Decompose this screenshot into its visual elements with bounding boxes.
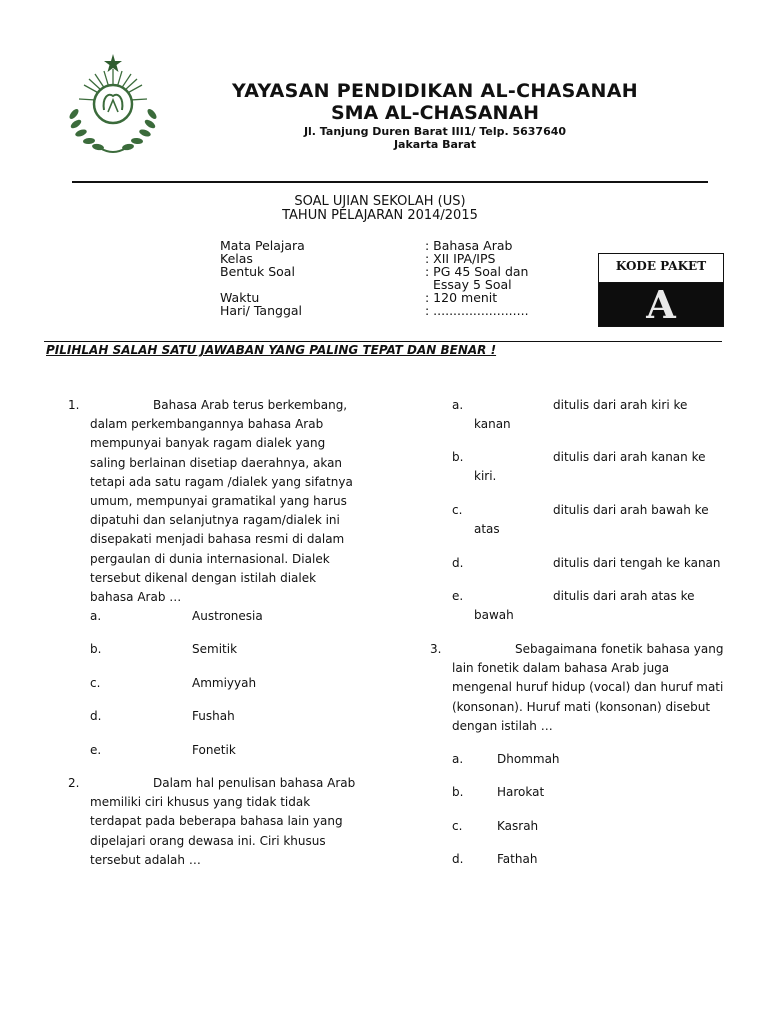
q2-option-c-text[interactable]: ditulis dari arah bawah ke xyxy=(553,503,709,517)
info-value-form: : PG 45 Soal dan xyxy=(425,264,529,279)
package-code-box xyxy=(598,253,724,327)
q1-option-b-text[interactable]: Semitik xyxy=(192,642,238,656)
q1-option-b-letter: b. xyxy=(90,642,102,656)
school-emblem-icon xyxy=(58,52,168,162)
q2-option-a-text-cont[interactable]: kanan xyxy=(474,417,511,431)
info-value-date: : ........................ xyxy=(425,303,529,318)
q3-option-c-letter: c. xyxy=(452,819,463,833)
q3-option-d-letter: d. xyxy=(452,852,464,866)
q2-option-c-text-cont[interactable]: atas xyxy=(474,522,500,536)
info-label-date: Hari/ Tanggal xyxy=(220,303,303,318)
q2-option-b-letter: b. xyxy=(452,450,464,464)
q1-option-c-text[interactable]: Ammiyyah xyxy=(192,676,257,690)
q2-option-c-letter: c. xyxy=(452,503,463,517)
q2-option-b-text-cont[interactable]: kiri. xyxy=(474,469,497,483)
q3-option-b-letter: b. xyxy=(452,785,464,799)
exam-year: TAHUN PELAJARAN 2014/2015 xyxy=(282,208,478,223)
info-value-subject: : Bahasa Arab xyxy=(425,238,513,253)
q1-option-e-text[interactable]: Fonetik xyxy=(192,743,236,757)
question-3-number: 3. xyxy=(430,642,442,656)
package-code-label: KODE PAKET xyxy=(599,254,723,283)
instruction-divider xyxy=(44,341,722,342)
q3-option-c-text[interactable]: Kasrah xyxy=(497,819,539,833)
info-label-class: Kelas xyxy=(220,251,253,266)
q2-option-d-text[interactable]: ditulis dari tengah ke kanan xyxy=(553,556,721,570)
q2-option-e-text-cont[interactable]: bawah xyxy=(474,608,514,622)
q3-option-a-letter: a. xyxy=(452,752,464,766)
info-label-form: Bentuk Soal xyxy=(220,264,295,279)
school-name: SMA AL-CHASANAH xyxy=(330,102,540,124)
q3-option-b-text[interactable]: Harokat xyxy=(497,785,545,799)
school-address: Jl. Tanjung Duren Barat III1/ Telp. 5637640 xyxy=(303,125,567,138)
q3-option-d-text[interactable]: Fathah xyxy=(497,852,538,866)
info-value-class: : XII IPA/IPS xyxy=(425,251,496,266)
q2-option-b-text[interactable]: ditulis dari arah kanan ke xyxy=(553,450,706,464)
q3-option-a-text[interactable]: Dhommah xyxy=(497,752,560,766)
question-2-number: 2. xyxy=(68,776,80,790)
info-label-subject: Mata Pelajara xyxy=(220,238,305,253)
q2-option-a-letter: a. xyxy=(452,398,464,412)
question-2-text: Dalam hal penulisan bahasa Arab memiliki ciri khusus yang tidak tidak terdapat pada beberapa bahasa lain yang dipelajari orang dewasa ini. Ciri khusus tersebut adalah … xyxy=(90,776,356,867)
exam-title: SOAL UJIAN SEKOLAH (US) xyxy=(294,194,466,209)
instruction-text: PILIHLAH SALAH SATU JAWABAN YANG PALING TEPAT DAN BENAR ! xyxy=(46,343,497,357)
school-logo xyxy=(58,52,168,162)
q1-option-a-text[interactable]: Austronesia xyxy=(192,609,263,623)
header-divider xyxy=(72,181,708,183)
school-city: Jakarta Barat xyxy=(393,138,477,151)
question-3-text: Sebagaimana fonetik bahasa yang lain fonetik dalam bahasa Arab juga mengenal huruf hidup (vocal) dan huruf mati (konsonan). Huruf mati (konsonan) disebut dengan istilah … xyxy=(452,642,724,733)
q1-option-a-letter: a. xyxy=(90,609,102,623)
package-code-value: A xyxy=(599,283,723,326)
question-1-text: Bahasa Arab terus berkembang, dalam perkembangannya bahasa Arab mempunyai banyak ragam dialek yang saling berlainan disetiap daerahnya, akan tetapi ada satu ragam /dialek yang sifatnya umum, mempunyai gramatikal yang harus dipatuhi dan selanjutnya ragam/dialek ini disepakati menjadi bahasa resmi di dalam pergaulan di dunia internasional. Dialek tersebut dikenal dengan istilah dialek bahasa Arab … xyxy=(90,398,353,605)
q1-option-d-text[interactable]: Fushah xyxy=(192,709,235,723)
q1-option-e-letter: e. xyxy=(90,743,102,757)
q2-option-e-text[interactable]: ditulis dari arah atas ke xyxy=(553,589,695,603)
info-value-time: : 120 menit xyxy=(425,290,498,305)
info-value-form-cont: Essay 5 Soal xyxy=(433,277,512,292)
info-label-time: Waktu xyxy=(220,290,260,305)
q2-option-a-text[interactable]: ditulis dari arah kiri ke xyxy=(553,398,688,412)
q1-option-c-letter: c. xyxy=(90,676,101,690)
q1-option-d-letter: d. xyxy=(90,709,102,723)
q2-option-e-letter: e. xyxy=(452,589,464,603)
q2-option-d-letter: d. xyxy=(452,556,464,570)
question-1-number: 1. xyxy=(68,398,80,412)
foundation-name: YAYASAN PENDIDIKAN AL-CHASANAH xyxy=(232,80,638,102)
